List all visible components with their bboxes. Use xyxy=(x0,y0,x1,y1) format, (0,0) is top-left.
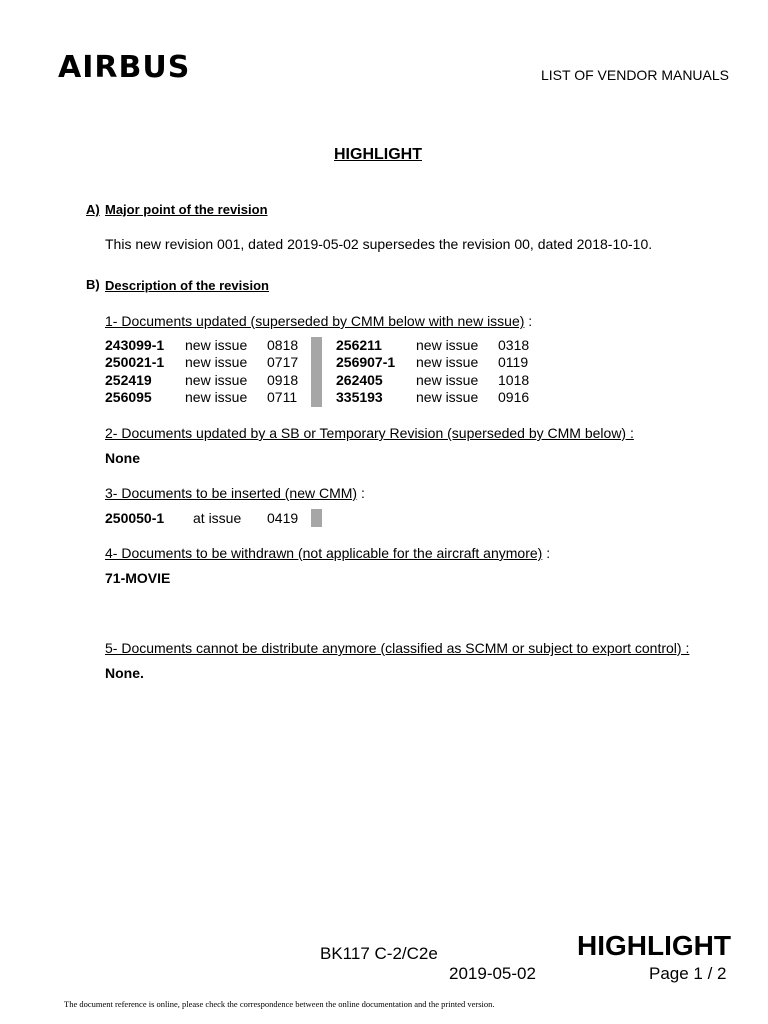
doc-label: new issue xyxy=(416,354,479,370)
section-b-title: Description of the revision xyxy=(105,278,269,293)
footer-date: 2019-05-02 xyxy=(449,964,536,983)
doc-label: new issue xyxy=(416,389,479,405)
item4-heading xyxy=(105,545,550,561)
item3-heading-suffix: : xyxy=(357,485,365,501)
item1-heading-text: 1- Documents updated (superseded by CMM below with new issue) xyxy=(105,313,525,329)
doc-number: 262405 xyxy=(336,372,383,388)
doc-issue: 0318 xyxy=(498,337,530,353)
doc-number: 243099-1 xyxy=(105,337,165,353)
revision-change-bar xyxy=(311,337,322,407)
doc-issue: 0419 xyxy=(267,510,299,526)
doc-label: new issue xyxy=(416,337,479,353)
doc-issue: 0916 xyxy=(498,389,530,405)
item2-value: None xyxy=(105,450,140,466)
item5-value: None. xyxy=(105,665,144,681)
doc-number: 252419 xyxy=(105,372,152,388)
doc-label: new issue xyxy=(185,389,248,405)
item4-value: 71-MOVIE xyxy=(105,570,171,586)
document-title: LIST OF VENDOR MANUALS xyxy=(541,67,730,83)
doc-label: new issue xyxy=(185,354,248,370)
item1-heading-suffix: : xyxy=(524,313,533,329)
section-a-text: This new revision 001, dated 2019-05-02 supersedes the revision 00, dated 2018-10-10. xyxy=(105,236,653,252)
item2-heading: 2- Documents updated by a SB or Temporary Revision (superseded by CMM below) : xyxy=(105,425,634,441)
doc-label: new issue xyxy=(185,337,248,353)
item4-heading-suffix: : xyxy=(542,545,551,561)
item1-heading xyxy=(105,313,532,329)
item4-heading-text: 4- Documents to be withdrawn (not applicable for the aircraft anymore) xyxy=(105,545,543,561)
item3-heading-text: 3- Documents to be inserted (new CMM) xyxy=(105,485,358,501)
airbus-logo: AIRBUS xyxy=(58,50,191,85)
doc-issue: 0818 xyxy=(267,337,299,353)
footer-label: HIGHLIGHT xyxy=(577,930,731,961)
doc-label: new issue xyxy=(185,372,248,388)
doc-issue: 1018 xyxy=(498,372,530,388)
doc-issue: 0717 xyxy=(267,354,299,370)
footer-page-number: Page 1 / 2 xyxy=(649,964,727,983)
section-a-title: Major point of the revision xyxy=(105,202,268,217)
doc-number: 256211 xyxy=(336,337,382,353)
section-a-letter: A) xyxy=(86,202,100,217)
doc-issue: 0711 xyxy=(267,389,298,405)
footer-aircraft: BK117 C-2/C2e xyxy=(320,944,438,963)
footer-note: The document reference is online, please check the correspondence between the online documentation and the printed version. xyxy=(64,999,495,1009)
doc-number: 250050-1 xyxy=(105,510,165,526)
doc-number: 256907-1 xyxy=(336,354,396,370)
doc-label: at issue xyxy=(193,510,242,526)
item3-heading xyxy=(105,485,365,501)
doc-issue: 0918 xyxy=(267,372,299,388)
doc-issue: 0119 xyxy=(498,354,529,370)
page-title: HIGHLIGHT xyxy=(334,146,422,163)
revision-change-bar xyxy=(311,509,322,527)
doc-number: 250021-1 xyxy=(105,354,165,370)
doc-number: 256095 xyxy=(105,389,152,405)
doc-label: new issue xyxy=(416,372,479,388)
doc-number: 335193 xyxy=(336,389,383,405)
item5-heading: 5- Documents cannot be distribute anymore (classified as SCMM or subject to export control) : xyxy=(105,640,690,656)
section-b-letter: B) xyxy=(86,277,100,292)
